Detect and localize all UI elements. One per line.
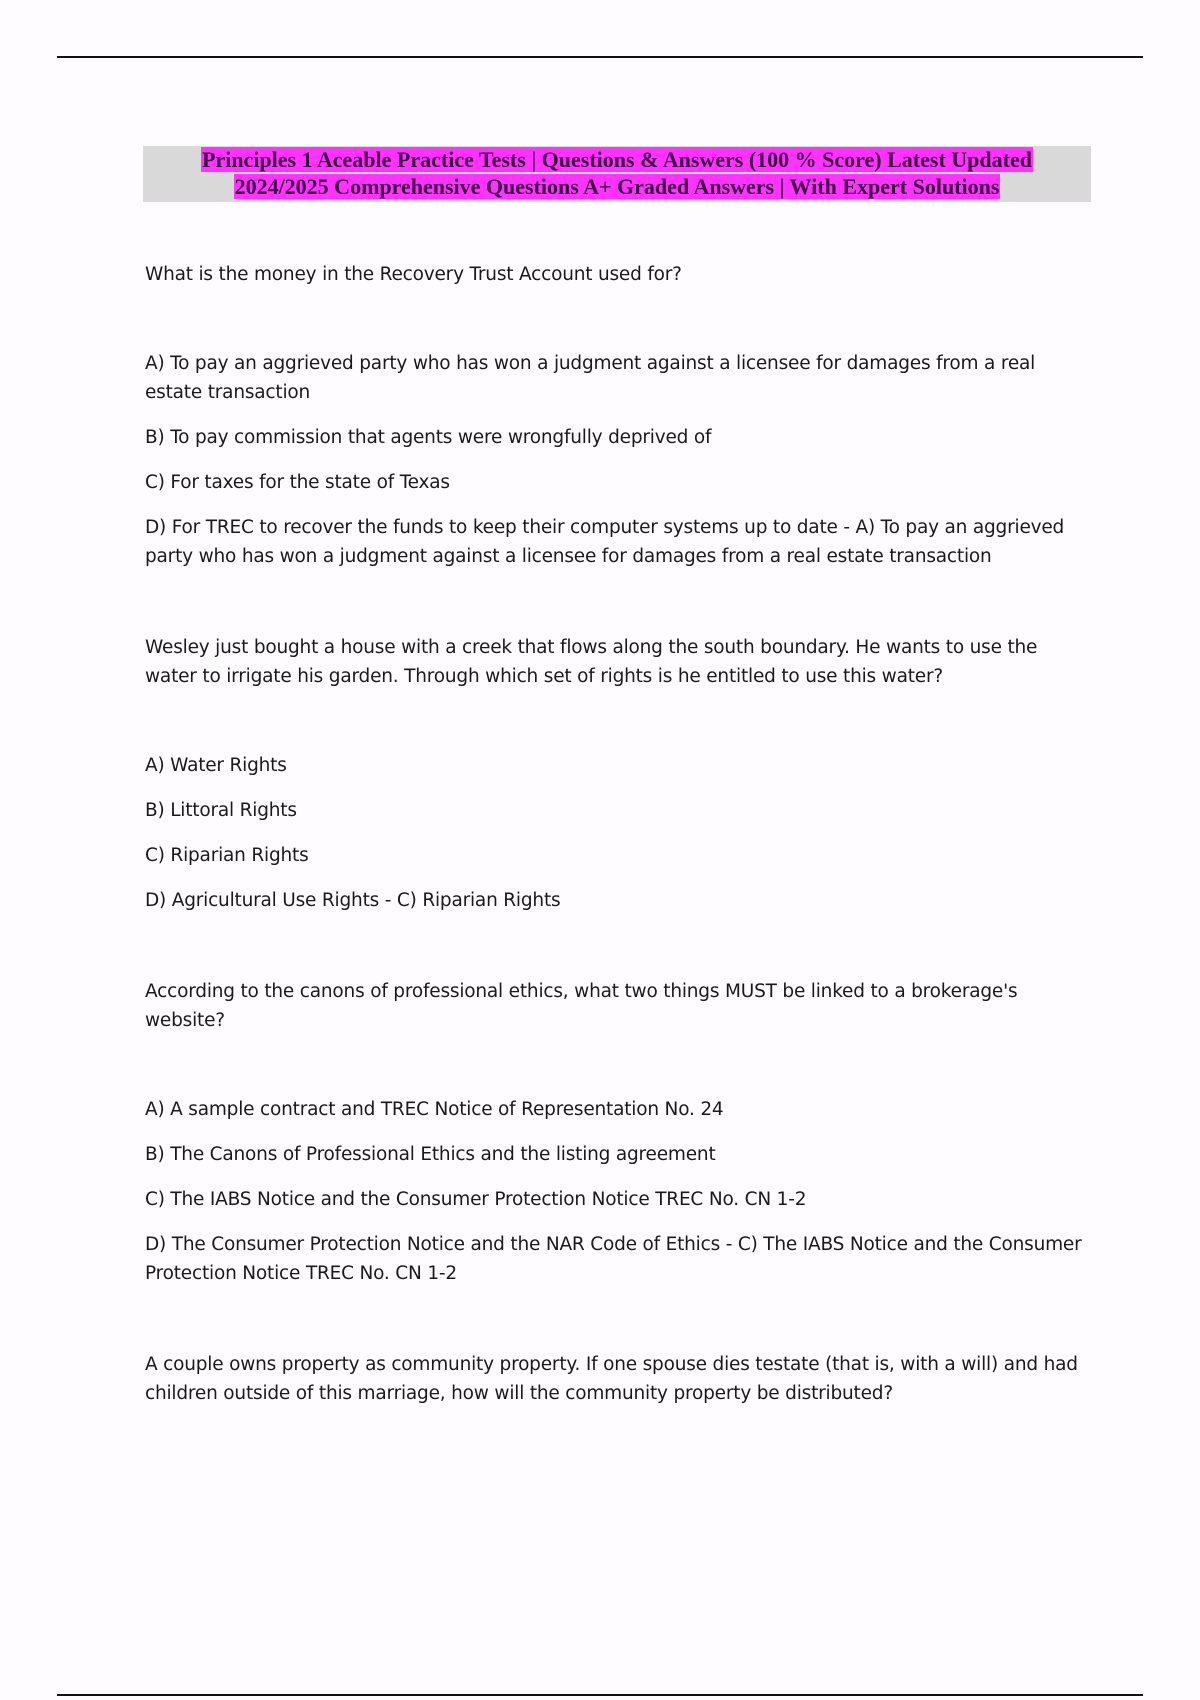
question-text: What is the money in the Recovery Trust Account used for?: [145, 264, 682, 285]
header-rule: [57, 56, 1143, 58]
question-text: A couple owns property as community property. If one spouse dies testate (that is, with a will) and had children outside of this marriage, how will the community property be distributed?: [145, 1354, 1078, 1404]
answer-option: C) Riparian Rights: [145, 845, 309, 866]
question-block: [145, 1350, 1090, 1408]
answer-option: D) The Consumer Protection Notice and the NAR Code of Ethics - C) The IABS Notice and the Consumer Protection Notice TREC No. CN 1-2: [145, 1234, 1082, 1284]
answer-option: C) The IABS Notice and the Consumer Protection Notice TREC No. CN 1-2: [145, 1189, 807, 1210]
title-line-1: Principles 1 Aceable Practice Tests | Questions & Answers (100 % Score) Latest Updated: [202, 147, 1032, 172]
question-text: Wesley just bought a house with a creek that flows along the south boundary. He wants to use the water to irrigate his garden. Through which set of rights is he entitled to use this water?: [145, 637, 1038, 687]
answer-option: A) Water Rights: [145, 755, 287, 776]
question-list: [145, 260, 1090, 1468]
question-text: According to the canons of professional ethics, what two things MUST be linked to a brokerage's website?: [145, 981, 1018, 1031]
answer-option: D) For TREC to recover the funds to keep their computer systems up to date - A) To pay an aggrieved party who has won a judgment against a licensee for damages from a real estate transaction: [145, 517, 1065, 567]
answer-option: B) Littoral Rights: [145, 800, 297, 821]
question-block: [145, 633, 1090, 915]
answer-option: C) For taxes for the state of Texas: [145, 472, 450, 493]
question-block: [145, 260, 1090, 571]
answer-option: D) Agricultural Use Rights - C) Riparian Rights: [145, 890, 561, 911]
answer-option: A) To pay an aggrieved party who has won a judgment against a licensee for damages from a real estate transaction: [145, 353, 1036, 403]
answer-option: B) The Canons of Professional Ethics and the listing agreement: [145, 1144, 716, 1165]
footer-rule: [57, 1694, 1143, 1696]
answer-option: A) A sample contract and TREC Notice of Representation No. 24: [145, 1099, 724, 1120]
title-line-2: 2024/2025 Comprehensive Questions A+ Graded Answers | With Expert Solutions: [234, 174, 1000, 199]
question-block: [145, 977, 1090, 1288]
answer-option: B) To pay commission that agents were wrongfully deprived of: [145, 427, 712, 448]
document-title: [143, 146, 1091, 202]
